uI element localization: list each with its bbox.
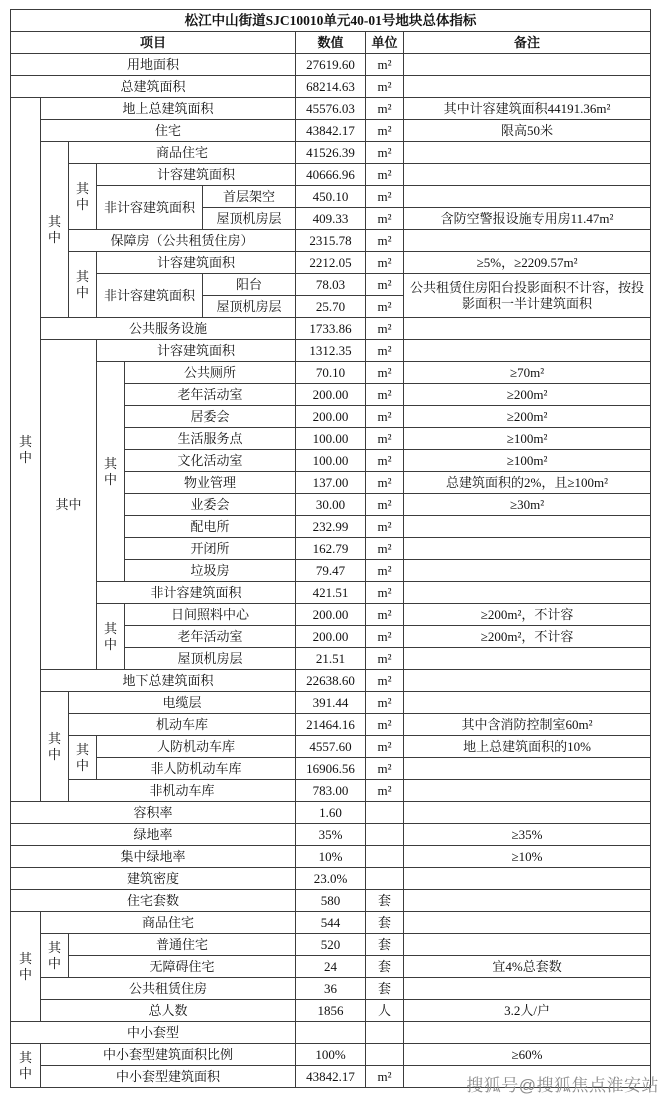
item-label-cell: 阳台 [203, 274, 296, 296]
item-label-cell: 非计容建筑面积 [97, 274, 203, 318]
value-cell: 10% [296, 846, 366, 868]
value-cell: 2212.05 [296, 252, 366, 274]
table-row [11, 98, 651, 120]
value-cell: 1.60 [296, 802, 366, 824]
item-label-cell: 开闭所 [125, 538, 296, 560]
value-cell: 580 [296, 890, 366, 912]
table-row [11, 186, 651, 208]
item-label-cell: 中小套型建筑面积比例 [41, 1044, 296, 1066]
item-label-cell: 老年活动室 [125, 626, 296, 648]
unit-cell: m² [366, 560, 404, 582]
table-row [11, 714, 651, 736]
unit-cell: m² [366, 186, 404, 208]
item-label-cell: 计容建筑面积 [97, 164, 296, 186]
remark-cell: 限高50米 [404, 120, 651, 142]
table-row [11, 1000, 651, 1022]
table-row [11, 934, 651, 956]
item-label-cell: 公共服务设施 [41, 318, 296, 340]
value-cell: 200.00 [296, 626, 366, 648]
remark-cell [404, 54, 651, 76]
value-cell: 100.00 [296, 450, 366, 472]
item-label-cell: 业委会 [125, 494, 296, 516]
table-row [11, 890, 651, 912]
value-cell: 40666.96 [296, 164, 366, 186]
table-row [11, 868, 651, 890]
table-row [11, 318, 651, 340]
qizhong-cell: 其中 [11, 98, 41, 802]
remark-cell [404, 186, 651, 208]
value-cell: 232.99 [296, 516, 366, 538]
item-label-cell: 容积率 [11, 802, 296, 824]
table-row [11, 692, 651, 714]
item-label-cell: 公共租赁住房 [41, 978, 296, 1000]
remark-cell [404, 670, 651, 692]
remark-cell [404, 758, 651, 780]
value-cell: 391.44 [296, 692, 366, 714]
item-label-cell: 计容建筑面积 [97, 340, 296, 362]
unit-cell: m² [366, 384, 404, 406]
value-cell: 783.00 [296, 780, 366, 802]
item-label-cell: 居委会 [125, 406, 296, 428]
remark-cell: 含防空警报设施专用房11.47m² [404, 208, 651, 230]
remark-cell: ≥35% [404, 824, 651, 846]
table-row [11, 604, 651, 626]
remark-cell [404, 1022, 651, 1044]
unit-cell: m² [366, 296, 404, 318]
unit-cell: m² [366, 626, 404, 648]
column-header: 项目 [11, 32, 296, 54]
item-label-cell: 中小套型 [11, 1022, 296, 1044]
item-label-cell: 非计容建筑面积 [97, 186, 203, 230]
item-label-cell: 老年活动室 [125, 384, 296, 406]
column-header: 单位 [366, 32, 404, 54]
remark-cell [404, 868, 651, 890]
table-row [11, 76, 651, 98]
value-cell: 2315.78 [296, 230, 366, 252]
item-label-cell: 地下总建筑面积 [41, 670, 296, 692]
table-row [11, 1022, 651, 1044]
value-cell: 100.00 [296, 428, 366, 450]
item-label-cell: 配电所 [125, 516, 296, 538]
remark-cell [404, 230, 651, 252]
item-label-cell: 非机动车库 [69, 780, 296, 802]
item-label-cell: 计容建筑面积 [97, 252, 296, 274]
value-cell: 70.10 [296, 362, 366, 384]
unit-cell: m² [366, 318, 404, 340]
value-cell: 68214.63 [296, 76, 366, 98]
unit-cell: m² [366, 120, 404, 142]
value-cell: 450.10 [296, 186, 366, 208]
unit-cell: 套 [366, 890, 404, 912]
remark-cell [404, 934, 651, 956]
value-cell: 200.00 [296, 604, 366, 626]
item-label-cell: 用地面积 [11, 54, 296, 76]
remark-cell: ≥5%，≥2209.57m² [404, 252, 651, 274]
value-cell [296, 1022, 366, 1044]
remark-cell: ≥100m² [404, 428, 651, 450]
value-cell: 43842.17 [296, 1066, 366, 1088]
remark-cell [404, 164, 651, 186]
remark-cell [404, 978, 651, 1000]
value-cell: 43842.17 [296, 120, 366, 142]
unit-cell: m² [366, 516, 404, 538]
watermark-text: 搜狐号@搜狐焦点淮安站 [466, 1076, 659, 1095]
remark-cell [404, 692, 651, 714]
table-row [11, 912, 651, 934]
item-label-cell: 商品住宅 [41, 912, 296, 934]
unit-cell: m² [366, 450, 404, 472]
table-row [11, 142, 651, 164]
unit-cell: m² [366, 692, 404, 714]
qizhong-cell: 其中 [41, 340, 97, 670]
unit-cell [366, 846, 404, 868]
remark-cell [404, 538, 651, 560]
remark-cell: ≥60% [404, 1044, 651, 1066]
value-cell: 200.00 [296, 406, 366, 428]
unit-cell: m² [366, 1066, 404, 1088]
table-row [11, 780, 651, 802]
remark-cell: ≥10% [404, 846, 651, 868]
table-row [11, 846, 651, 868]
remark-cell: 其中含消防控制室60m² [404, 714, 651, 736]
unit-cell: m² [366, 714, 404, 736]
item-label-cell: 商品住宅 [69, 142, 296, 164]
unit-cell [366, 802, 404, 824]
remark-cell [404, 76, 651, 98]
unit-cell [366, 824, 404, 846]
item-label-cell: 中小套型建筑面积 [41, 1066, 296, 1088]
qizhong-cell: 其中 [69, 252, 97, 318]
unit-cell: m² [366, 340, 404, 362]
value-cell: 1312.35 [296, 340, 366, 362]
value-cell: 520 [296, 934, 366, 956]
unit-cell: m² [366, 428, 404, 450]
table-row [11, 230, 651, 252]
remark-cell [404, 890, 651, 912]
unit-cell: m² [366, 582, 404, 604]
unit-cell: 套 [366, 934, 404, 956]
value-cell: 162.79 [296, 538, 366, 560]
table-row [11, 362, 651, 384]
remark-cell: ≥200m² [404, 384, 651, 406]
remark-cell: ≥100m² [404, 450, 651, 472]
value-cell: 41526.39 [296, 142, 366, 164]
qizhong-cell: 其中 [69, 736, 97, 780]
item-label-cell: 非计容建筑面积 [97, 582, 296, 604]
item-label-cell: 保障房（公共租赁住房） [69, 230, 296, 252]
remark-cell: 3.2人/户 [404, 1000, 651, 1022]
remark-cell: 其中计容建筑面积44191.36m² [404, 98, 651, 120]
table-row [11, 978, 651, 1000]
item-label-cell: 绿地率 [11, 824, 296, 846]
table-row [11, 824, 651, 846]
remark-cell: ≥200m²，不计容 [404, 626, 651, 648]
value-cell: 23.0% [296, 868, 366, 890]
value-cell: 21464.16 [296, 714, 366, 736]
unit-cell: m² [366, 98, 404, 120]
unit-cell: m² [366, 758, 404, 780]
value-cell: 79.47 [296, 560, 366, 582]
qizhong-cell: 其中 [69, 164, 97, 230]
value-cell: 35% [296, 824, 366, 846]
value-cell: 4557.60 [296, 736, 366, 758]
remark-cell: ≥70m² [404, 362, 651, 384]
table-row [11, 736, 651, 758]
unit-cell: 人 [366, 1000, 404, 1022]
value-cell: 24 [296, 956, 366, 978]
item-label-cell: 普通住宅 [69, 934, 296, 956]
table-row [11, 10, 651, 32]
item-label-cell: 日间照料中心 [125, 604, 296, 626]
unit-cell [366, 1044, 404, 1066]
indicators-table-body [11, 10, 651, 1088]
unit-cell: m² [366, 142, 404, 164]
unit-cell [366, 1022, 404, 1044]
remark-cell [404, 318, 651, 340]
value-cell: 22638.60 [296, 670, 366, 692]
unit-cell: m² [366, 76, 404, 98]
table-row [11, 252, 651, 274]
remark-cell: ≥200m² [404, 406, 651, 428]
item-label-cell: 屋顶机房层 [203, 208, 296, 230]
item-label-cell: 总建筑面积 [11, 76, 296, 98]
unit-cell: m² [366, 538, 404, 560]
remark-cell [404, 802, 651, 824]
item-label-cell: 人防机动车库 [97, 736, 296, 758]
value-cell: 1856 [296, 1000, 366, 1022]
qizhong-cell: 其中 [97, 604, 125, 670]
item-label-cell: 地上总建筑面积 [41, 98, 296, 120]
item-label-cell: 机动车库 [69, 714, 296, 736]
remark-cell [404, 912, 651, 934]
unit-cell: m² [366, 406, 404, 428]
table-row [11, 802, 651, 824]
remark-cell: 公共租赁住房阳台投影面积不计容，按投影面积一半计建筑面积 [404, 274, 651, 318]
table-row [11, 32, 651, 54]
value-cell: 1733.86 [296, 318, 366, 340]
qizhong-cell: 其中 [11, 1044, 41, 1088]
table-row [11, 54, 651, 76]
remark-cell [404, 560, 651, 582]
item-label-cell: 住宅 [41, 120, 296, 142]
column-header: 备注 [404, 32, 651, 54]
unit-cell: m² [366, 164, 404, 186]
remark-cell: 宜4%总套数 [404, 956, 651, 978]
indicators-table [10, 9, 651, 1088]
qizhong-cell: 其中 [41, 692, 69, 802]
item-label-cell: 住宅套数 [11, 890, 296, 912]
qizhong-cell: 其中 [97, 362, 125, 582]
unit-cell: m² [366, 604, 404, 626]
value-cell: 16906.56 [296, 758, 366, 780]
item-label-cell: 总人数 [41, 1000, 296, 1022]
table-row [11, 956, 651, 978]
value-cell: 25.70 [296, 296, 366, 318]
unit-cell: m² [366, 362, 404, 384]
value-cell: 27619.60 [296, 54, 366, 76]
value-cell: 78.03 [296, 274, 366, 296]
remark-cell: ≥200m²，不计容 [404, 604, 651, 626]
table-row [11, 1044, 651, 1066]
qizhong-cell: 其中 [41, 142, 69, 318]
unit-cell: m² [366, 208, 404, 230]
column-header: 数值 [296, 32, 366, 54]
unit-cell: m² [366, 670, 404, 692]
value-cell: 544 [296, 912, 366, 934]
unit-cell: 套 [366, 912, 404, 934]
item-label-cell: 集中绿地率 [11, 846, 296, 868]
unit-cell: 套 [366, 978, 404, 1000]
item-label-cell: 非人防机动车库 [97, 758, 296, 780]
value-cell: 100% [296, 1044, 366, 1066]
remark-cell [404, 516, 651, 538]
value-cell: 45576.03 [296, 98, 366, 120]
remark-cell: 地上总建筑面积的10% [404, 736, 651, 758]
table-row [11, 164, 651, 186]
item-label-cell: 文化活动室 [125, 450, 296, 472]
item-label-cell: 屋顶机房层 [125, 648, 296, 670]
item-label-cell: 垃圾房 [125, 560, 296, 582]
item-label-cell: 生活服务点 [125, 428, 296, 450]
value-cell: 137.00 [296, 472, 366, 494]
table-title: 松江中山街道SJC10010单元40-01号地块总体指标 [11, 10, 651, 32]
remark-cell: 总建筑面积的2%，且≥100m² [404, 472, 651, 494]
remark-cell [404, 142, 651, 164]
table-row [11, 274, 651, 296]
remark-cell: ≥30m² [404, 494, 651, 516]
value-cell: 409.33 [296, 208, 366, 230]
unit-cell: 套 [366, 956, 404, 978]
unit-cell [366, 868, 404, 890]
table-row [11, 670, 651, 692]
qizhong-cell: 其中 [11, 912, 41, 1022]
qizhong-cell: 其中 [41, 934, 69, 978]
table-row [11, 120, 651, 142]
unit-cell: m² [366, 736, 404, 758]
value-cell: 200.00 [296, 384, 366, 406]
item-label-cell: 物业管理 [125, 472, 296, 494]
item-label-cell: 建筑密度 [11, 868, 296, 890]
value-cell: 21.51 [296, 648, 366, 670]
unit-cell: m² [366, 780, 404, 802]
remark-cell [404, 648, 651, 670]
item-label-cell: 首层架空 [203, 186, 296, 208]
item-label-cell: 屋顶机房层 [203, 296, 296, 318]
unit-cell: m² [366, 274, 404, 296]
unit-cell: m² [366, 648, 404, 670]
table-row [11, 340, 651, 362]
value-cell: 421.51 [296, 582, 366, 604]
table-row [11, 582, 651, 604]
unit-cell: m² [366, 494, 404, 516]
remark-cell [404, 340, 651, 362]
item-label-cell: 公共厕所 [125, 362, 296, 384]
unit-cell: m² [366, 252, 404, 274]
unit-cell: m² [366, 54, 404, 76]
value-cell: 30.00 [296, 494, 366, 516]
remark-cell [404, 582, 651, 604]
table-row [11, 758, 651, 780]
unit-cell: m² [366, 472, 404, 494]
item-label-cell: 无障碍住宅 [69, 956, 296, 978]
item-label-cell: 电缆层 [69, 692, 296, 714]
unit-cell: m² [366, 230, 404, 252]
remark-cell [404, 780, 651, 802]
value-cell: 36 [296, 978, 366, 1000]
